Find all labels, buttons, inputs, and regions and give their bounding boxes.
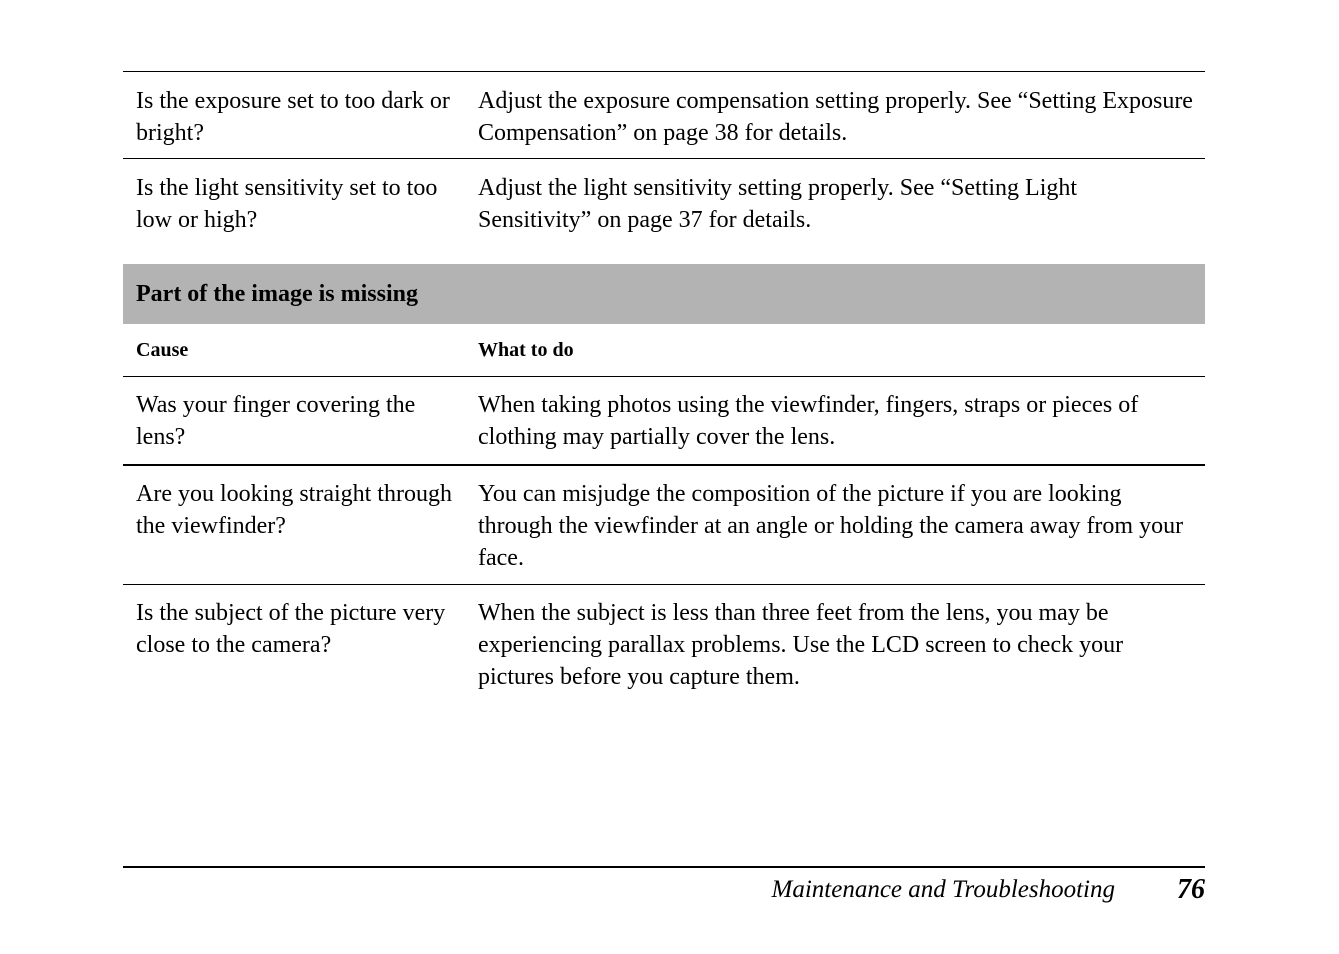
column-header-what-to-do: What to do [478, 338, 574, 361]
column-header-cause: Cause [136, 338, 189, 361]
table-row [123, 466, 1205, 585]
what-to-do-cell: You can misjudge the composition of the picture if you are looking through the viewfinder at an angle or holding the camera away from your face. [478, 481, 1184, 571]
troubleshooting-page [123, 71, 1205, 705]
what-to-do-cell: When taking photos using the viewfinder, fingers, straps or pieces of clothing may partially cover the lens. [478, 392, 1139, 450]
column-headers [123, 324, 1205, 377]
table-row [123, 72, 1205, 159]
table-row [123, 377, 1205, 466]
section-heading: Part of the image is missing [123, 264, 1205, 324]
footer-chapter-title: Maintenance and Troubleshooting [771, 876, 1115, 903]
page-footer [123, 866, 1205, 905]
cause-cell: Is the light sensitivity set to too low or high? [136, 175, 438, 233]
cause-cell: Are you looking straight through the viewfinder? [136, 481, 452, 539]
what-to-do-cell: Adjust the light sensitivity setting properly. See “Setting Light Sensitivity” on page 37 for details. [478, 175, 1078, 233]
cause-cell: Was your finger covering the lens? [136, 392, 416, 450]
what-to-do-cell: When the subject is less than three feet from the lens, you may be experiencing parallax problems. Use the LCD screen to check your pictures before you capture them. [478, 600, 1124, 690]
cause-cell: Is the subject of the picture very close to the camera? [136, 600, 446, 658]
table-row [123, 159, 1205, 264]
what-to-do-cell: Adjust the exposure compensation setting properly. See “Setting Exposure Compensation” on page 38 for details. [478, 88, 1193, 146]
table-row [123, 585, 1205, 705]
cause-cell: Is the exposure set to too dark or bright? [136, 88, 450, 146]
page-number: 76 [1177, 874, 1205, 905]
